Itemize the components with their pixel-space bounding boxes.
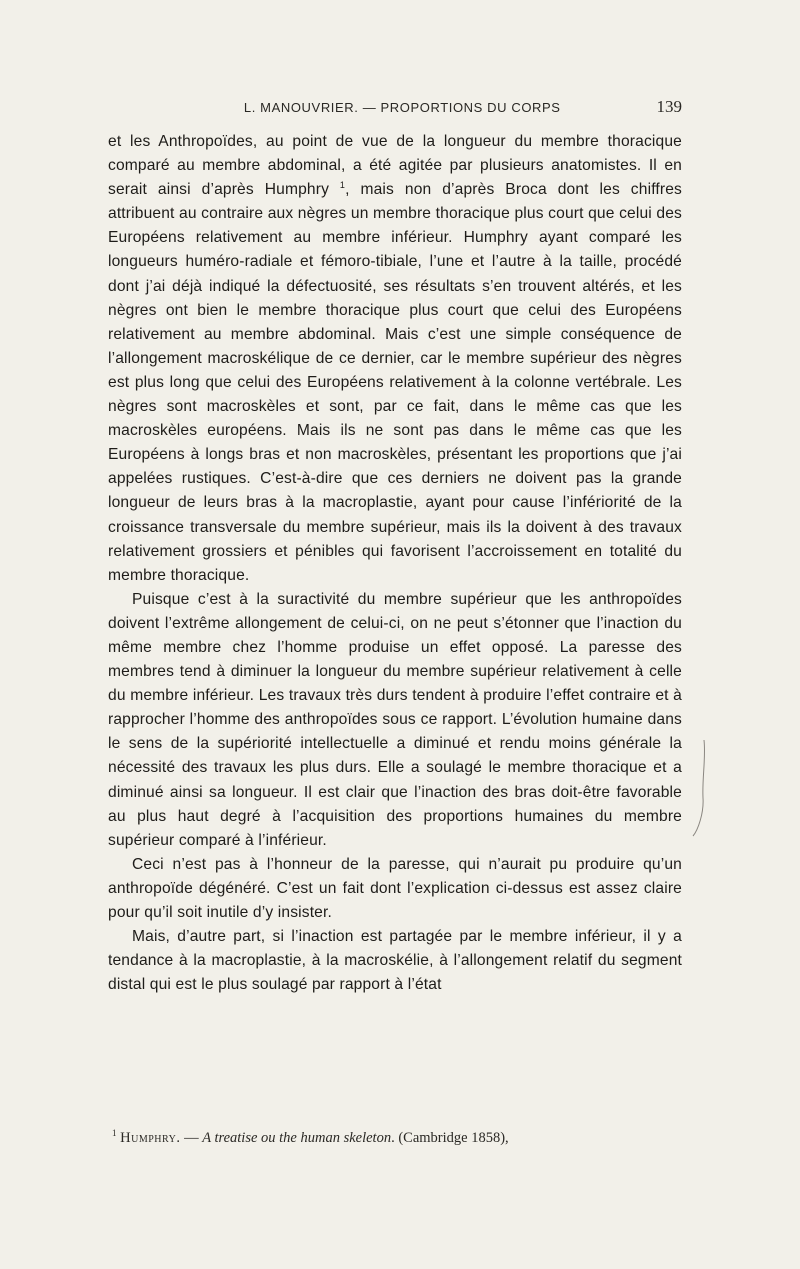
body-text [108, 130, 682, 997]
page-number: 139 [656, 97, 682, 116]
footnote-number: 1 [112, 1128, 117, 1139]
paragraph: Ceci n’est pas à l’honneur de la paresse, qui n’aurait pu produire qu’un anthropoïde dégénéré. C’est un fait dont l’explication ci-dessus est assez claire pour qu’il soit inutile d’y insister. [108, 855, 682, 921]
footnote [112, 1130, 682, 1147]
running-title: L. MANOUVRIER. — PROPORTIONS DU CORPS [243, 100, 561, 115]
footnote-dash: — [180, 1130, 203, 1146]
running-head [108, 97, 682, 121]
footnote-reference: 1 [339, 180, 346, 190]
footnote-work-title: A treatise ou the human skeleton [202, 1130, 392, 1146]
paragraph: Mais, d’autre part, si l’inaction est partagée par le membre inférieur, il y a tendance à la macroplastie, à la macroskélie, à l’allongement relatif du segment distal qui est le plus soulagé par rapport à l’état [108, 928, 682, 994]
footnote-author: Humphry. [120, 1130, 181, 1146]
paragraph-text: et les Anthropoïdes, au point de vue de la longueur du membre thoracique comparé au membre abdominal, a été agitée par plusieurs anatomistes. Il en serait ainsi d’après Humphry [108, 133, 682, 199]
footnote-publication: . (Cambridge 1858), [391, 1130, 509, 1146]
paragraph [108, 130, 682, 588]
margin-pencil-mark [690, 738, 708, 838]
paragraph-text: , mais non d’après Broca dont les chiffres attribuent au contraire aux nègres un membre thoracique plus court que celui des Européens relativement au membre inférieur. Humphry ayant comparé les longueurs huméro-radiale et fémoro-tibiale, l’une et l’autre à la taille, procédé dont j’ai déjà indiqué la défectuosité, ses résultats s’en trouvent altérés, et les nègres ont bien le membre thoracique plus court que celui des Européens relativement au membre abdominal. Mais c’est une simple conséquence de l’allongement macroskélique de ce dernier, car le membre supérieur des nègres est plus long que celui des Européens relativement à la colonne vertébrale. Les nègres sont macroskèles et sont, par ce fait, dans le même cas que les macroskèles européens. Mais ils ne sont pas dans le même cas que les Européens à longs bras et non macroskèles, présentant les proportions que j’ai appelées rustiques. C’est-à-dire que ces derniers ne doivent pas la grande longueur de leurs bras à la macroplastie, ayant pour cause l’infériorité de la croissance transversale du membre supérieur, mais ils la doivent à des travaux relativement grossiers et pénibles qui favorisent l’accroissement en totalité du membre thoracique. [108, 181, 682, 584]
paragraph: Puisque c’est à la suractivité du membre supérieur que les anthropoïdes doivent l’extrême allongement de celui-ci, on ne peut s’étonner que l’inaction du même membre chez l’homme produise un effet opposé. La paresse des membres tend à diminuer la longueur du membre supérieur relativement à celle du membre inférieur. Les travaux très durs tendent à produire l’effet contraire et à rapprocher l’homme des anthropoïdes sous ce rapport. L’évolution humaine dans le sens de la supériorité intellectuelle a diminué et rendu moins générale la nécessité des travaux les plus durs. Elle a soulagé le membre thoracique et a diminué ainsi sa longueur. Il est clair que l’inaction des bras doit-être favorable au plus haut degré à l’acquisition des proportions humaines du membre supérieur comparé à l’inférieur. [108, 590, 682, 849]
